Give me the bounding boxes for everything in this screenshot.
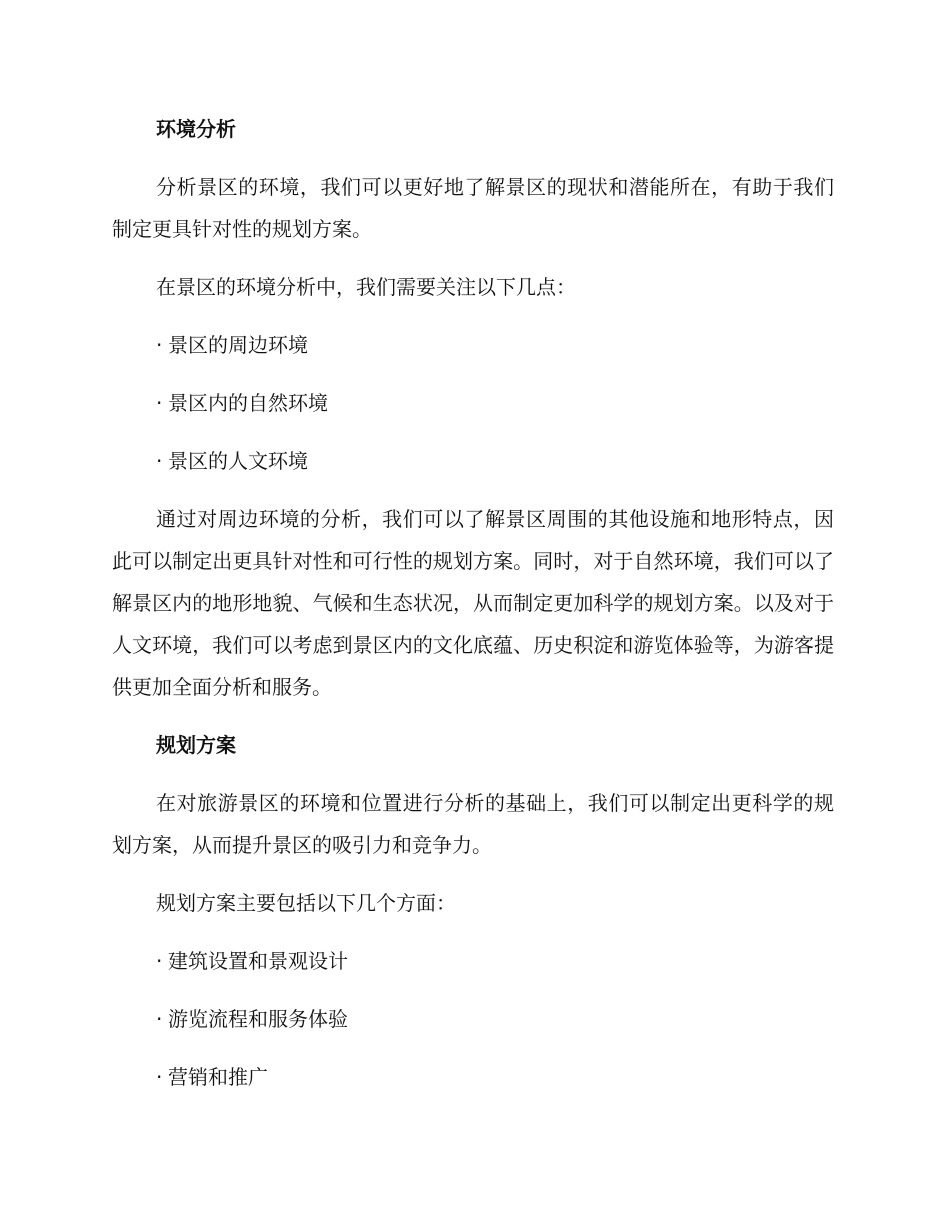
paragraph-environment-intro: 分析景区的环境，我们可以更好地了解景区的现状和潜能所在，有助于我们制定更具针对性的规划方案。: [112, 175, 834, 241]
list-item-label: 景区的人文环境: [168, 449, 308, 473]
bullet-dot: ·: [156, 1007, 163, 1031]
paragraph-planning-aspects: 规划方案主要包括以下几个方面：: [156, 891, 456, 915]
section-heading-planning: 规划方案: [156, 733, 236, 757]
list-item-label: 营销和推广: [168, 1065, 268, 1089]
list-item-tour-flow: [112, 998, 834, 1040]
section-heading-environment: 环境分析: [156, 117, 236, 141]
list-item-label: 游览流程和服务体验: [168, 1007, 348, 1031]
bullet-dot: ·: [156, 1065, 163, 1089]
list-item-label: 景区内的自然环境: [168, 391, 328, 415]
list-item-label: 建筑设置和景观设计: [168, 949, 348, 973]
list-item-cultural-environment: [112, 440, 834, 482]
paragraph-planning-intro: 在对旅游景区的环境和位置进行分析的基础上，我们可以制定出更科学的规划方案，从而提升景区的吸引力和竞争力。: [112, 791, 834, 857]
paragraph-environment-detail: 通过对周边环境的分析，我们可以了解景区周围的其他设施和地形特点，因此可以制定出更具针对性和可行性的规划方案。同时，对于自然环境，我们可以了解景区内的地形地貌、气候和生态状况，从而制定更加科学的规划方案。以及对于人文环境，我们可以考虑到景区内的文化底蕴、历史积淀和游览体验等，为游客提供更加全面分析和服务。: [112, 507, 834, 699]
document-content: [112, 108, 834, 1114]
bullet-dot: ·: [156, 333, 163, 357]
list-item-surroundings: [112, 324, 834, 366]
bullet-dot: ·: [156, 449, 163, 473]
list-item-marketing: [112, 1056, 834, 1098]
list-item-architecture-design: [112, 940, 834, 982]
list-item-label: 景区的周边环境: [168, 333, 308, 357]
paragraph-environment-focus: 在景区的环境分析中，我们需要关注以下几点：: [156, 275, 576, 299]
list-item-natural-environment: [112, 382, 834, 424]
bullet-dot: ·: [156, 949, 163, 973]
bullet-dot: ·: [156, 391, 163, 415]
